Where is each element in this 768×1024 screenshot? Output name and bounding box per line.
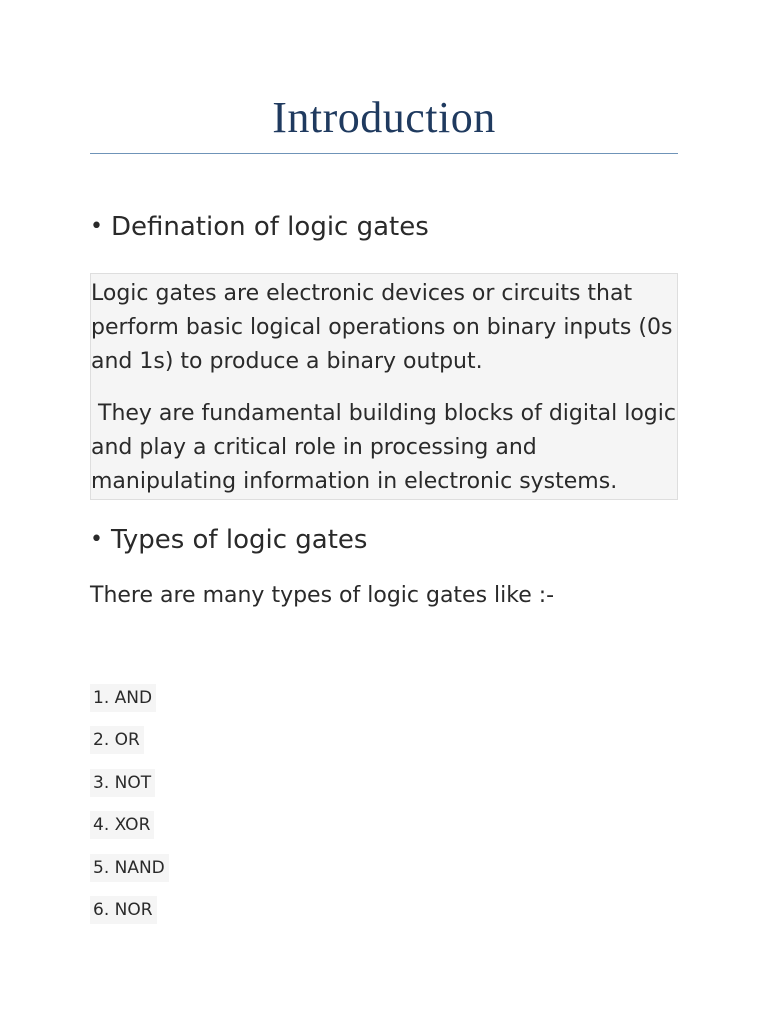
gate-not: 3. NOT: [90, 769, 155, 797]
section-heading-label: Defination of logic gates: [110, 212, 429, 242]
gate-list: [90, 684, 169, 938]
list-item: [90, 684, 169, 726]
section-heading-types: [90, 525, 367, 555]
list-item: [90, 896, 169, 938]
page-title: Introduction: [272, 93, 496, 142]
types-intro-text: There are many types of logic gates like :-: [90, 583, 555, 608]
title-underline: [90, 153, 678, 154]
definition-paragraph: They are fundamental building blocks of digital logic and play a critical role in processing and manipulating information in electronic systems.: [91, 401, 683, 494]
section-heading-definition: [90, 212, 429, 242]
bullet-icon: •: [90, 214, 103, 239]
definition-box: [90, 273, 683, 500]
gate-xor: 4. XOR: [90, 811, 154, 839]
gate-nand: 5. NAND: [90, 854, 169, 882]
gate-and: 1. AND: [90, 684, 156, 712]
gate-or: 2. OR: [90, 726, 144, 754]
section-heading-label: Types of logic gates: [110, 525, 368, 555]
list-item: [90, 769, 169, 811]
list-item: [90, 726, 169, 768]
bullet-icon: •: [90, 527, 103, 552]
list-item: [90, 811, 169, 853]
list-item: [90, 854, 169, 896]
definition-paragraph: Logic gates are electronic devices or circuits that perform basic logical operations on binary inputs (0s and 1s) to produce a binary output.: [91, 281, 673, 374]
gate-nor: 6. NOR: [90, 896, 157, 924]
